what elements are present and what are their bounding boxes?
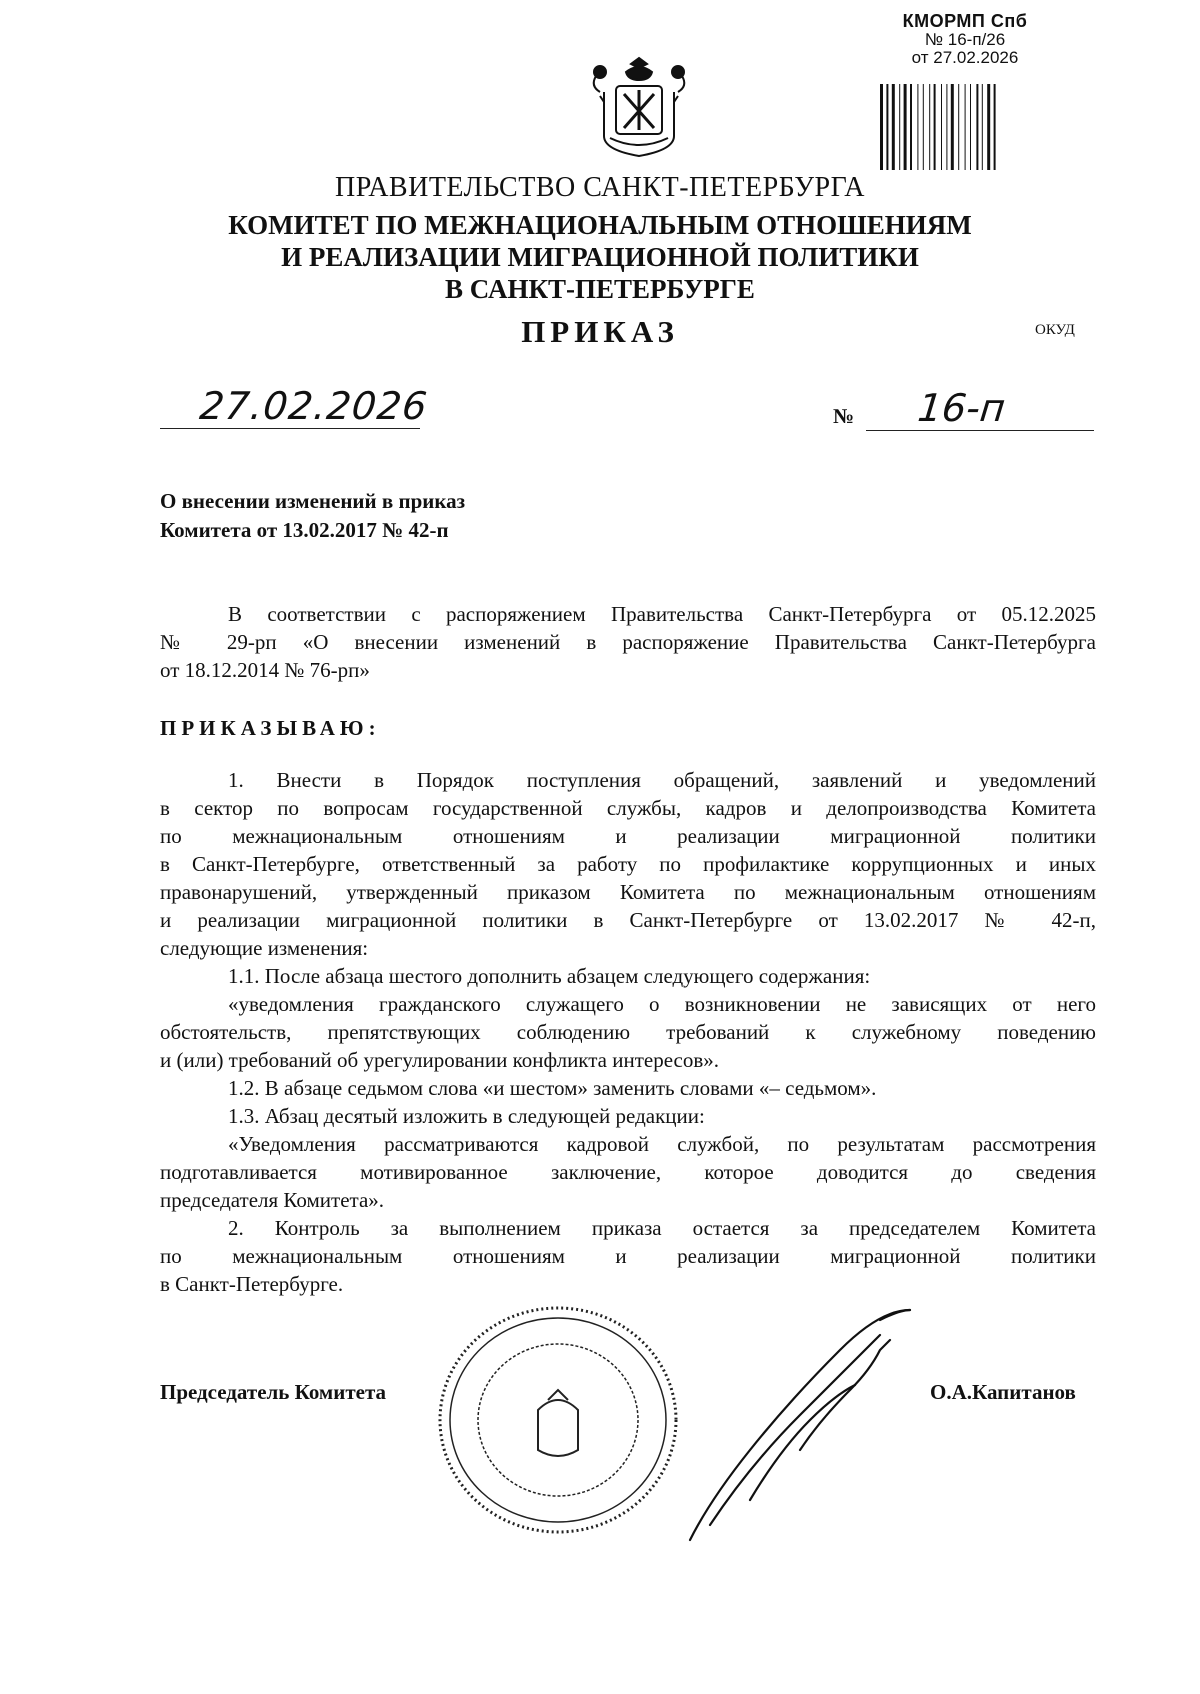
- registration-date: от 27.02.2026: [911, 47, 1019, 67]
- barcode-bar: [958, 84, 959, 170]
- quote1-line: и (или) требований об урегулировании конфликта интересов».: [160, 1048, 720, 1072]
- item1-line: по межнациональным отношениям и реализации миграционной политики: [160, 824, 1096, 848]
- quote2-line: председателя Комитета».: [160, 1188, 385, 1212]
- item1-line: следующие изменения:: [160, 936, 369, 960]
- number-label: №: [833, 404, 855, 428]
- barcode-bar: [886, 84, 888, 170]
- committee-title-line1: КОМИТЕТ ПО МЕЖНАЦИОНАЛЬНЫМ ОТНОШЕНИЯМ: [228, 210, 972, 240]
- barcode-bar: [880, 84, 883, 170]
- date-underline: [160, 428, 420, 429]
- item2-line: 2. Контроль за выполнением приказа остается за председателем Комитета: [228, 1216, 1096, 1240]
- handwritten-number: 16-п: [915, 386, 1008, 430]
- document-type: ПРИКАЗ: [521, 314, 679, 349]
- barcode-bar: [970, 84, 971, 170]
- item2-line: в Санкт-Петербурге.: [160, 1272, 344, 1296]
- quote2-line: подготавливается мотивированное заключение, которое доводится до сведения: [160, 1160, 1096, 1184]
- barcode-bar: [934, 84, 936, 170]
- barcode-bar: [994, 84, 996, 170]
- official-seal-icon: [433, 1300, 683, 1540]
- coat-of-arms-icon: [586, 52, 692, 162]
- barcode-bar: [982, 84, 983, 170]
- barcode-bar: [946, 84, 947, 170]
- order-subject: [160, 487, 465, 545]
- item-1-2: 1.2. В абзаце седьмом слова «и шестом» заменить словами «– седьмом».: [228, 1076, 877, 1100]
- item1-line: правонарушений, утвержденный приказом Комитета по межнациональным отношениям: [160, 880, 1096, 904]
- committee-title-line3: В САНКТ-ПЕТЕРБУРГЕ: [445, 274, 755, 304]
- okud-label: ОКУД: [1035, 322, 1075, 338]
- order-items: [160, 766, 1096, 1298]
- government-title: ПРАВИТЕЛЬСТВО САНКТ-ПЕТЕРБУРГА: [335, 172, 865, 203]
- barcode-bar: [923, 84, 924, 170]
- barcode-bar: [899, 84, 900, 170]
- barcode-bar: [929, 84, 930, 170]
- committee-title-line2: И РЕАЛИЗАЦИИ МИГРАЦИОННОЙ ПОЛИТИКИ: [281, 242, 919, 272]
- item-1-3: 1.3. Абзац десятый изложить в следующей редакции:: [228, 1104, 705, 1128]
- barcode-bar: [941, 84, 942, 170]
- signatory-position: Председатель Комитета: [160, 1380, 387, 1404]
- barcode-bar: [987, 84, 990, 170]
- barcode-bar: [917, 84, 918, 170]
- barcode-bar: [965, 84, 966, 170]
- quote2-line: «Уведомления рассматриваются кадровой службой, по результатам рассмотрения: [228, 1132, 1096, 1156]
- item-1-1: 1.1. После абзаца шестого дополнить абзацем следующего содержания:: [228, 964, 871, 988]
- barcode-bar: [892, 84, 895, 170]
- item1-line: в Санкт-Петербурге, ответственный за работу по профилактике коррупционных и иных: [160, 852, 1096, 876]
- subject-line: О внесении изменений в приказ: [160, 489, 466, 513]
- barcode-bar: [976, 84, 978, 170]
- barcode-bar: [951, 84, 954, 170]
- signatory-name: О.А.Капитанов: [930, 1380, 1076, 1404]
- preamble: [160, 600, 1096, 684]
- preamble-line: № 29-рп «О внесении изменений в распоряжение Правительства Санкт-Петербурга: [160, 630, 1096, 654]
- preamble-line: от 18.12.2014 № 76-рп»: [160, 658, 370, 682]
- item1-line: 1. Внести в Порядок поступления обращений, заявлений и уведомлений: [228, 768, 1096, 792]
- quote1-line: «уведомления гражданского служащего о возникновении не зависящих от него: [228, 992, 1096, 1016]
- ordering-word: ПРИКАЗЫВАЮ:: [160, 716, 381, 740]
- quote1-line: обстоятельств, препятствующих соблюдению требований к служебному поведению: [160, 1020, 1096, 1044]
- item1-line: в сектор по вопросам государственной службы, кадров и делопроизводства Комитета: [160, 796, 1096, 820]
- registration-org: КМОРМП Спб: [902, 11, 1028, 31]
- handwritten-date: 27.02.2026: [197, 384, 430, 428]
- barcode-bar: [904, 84, 907, 170]
- preamble-line: В соответствии с распоряжением Правительства Санкт-Петербурга от 05.12.2025: [228, 602, 1096, 626]
- item2-line: по межнациональным отношениям и реализации миграционной политики: [160, 1244, 1096, 1268]
- registration-number: № 16-п/26: [924, 29, 1006, 49]
- registration-stamp: [880, 12, 1050, 67]
- number-underline: [866, 430, 1094, 431]
- handwritten-signature-icon: [680, 1300, 940, 1550]
- barcode-bar: [910, 84, 912, 170]
- subject-line: Комитета от 13.02.2017 № 42-п: [160, 518, 449, 542]
- barcode: [878, 84, 1046, 170]
- item1-line: и реализации миграционной политики в Санкт-Петербурге от 13.02.2017 № 42-п,: [160, 908, 1096, 932]
